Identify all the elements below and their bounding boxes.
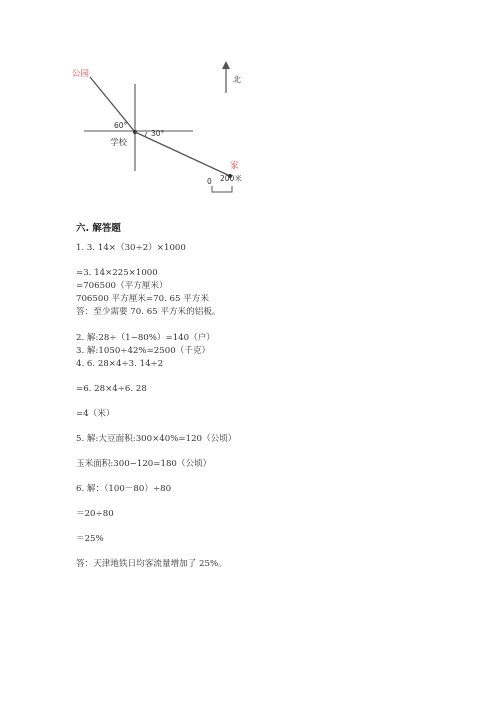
- park-label: 公园: [72, 69, 90, 79]
- park-school-line: [90, 77, 135, 132]
- school-label: 学校: [110, 138, 128, 148]
- angle-arc: [145, 132, 147, 137]
- scale-zero-label: 0: [207, 177, 212, 186]
- answer-2: 2. 解:28÷（1−80%）=140（户）: [76, 333, 215, 343]
- answer-6-line-1: 6. 解：（100－80）÷80: [76, 484, 172, 494]
- answer-3: 3. 解:1050÷42%=2500（千克）: [76, 346, 211, 356]
- north-label: 北: [233, 75, 241, 84]
- answer-4-line-1: 4. 6. 28×4÷3. 14÷2: [76, 359, 164, 369]
- answer-4-line-3: =4（米）: [76, 409, 115, 419]
- answer-6-line-4: 答：天津地铁日均客流量增加了 25%。: [76, 559, 227, 569]
- north-arrow-icon: [222, 61, 230, 93]
- answer-4-line-2: =6. 28×4÷6. 28: [76, 384, 147, 394]
- school-home-line: [135, 132, 230, 176]
- answer-1-line-4: 706500 平方厘米=70. 65 平方米: [76, 294, 209, 304]
- answer-1-line-5: 答：至少需要 70. 65 平方米的铝板。: [76, 307, 221, 317]
- angle-60-label: 60°: [114, 121, 128, 130]
- scale-bar: [212, 186, 232, 192]
- answer-1-line-2: =3. 14×225×1000: [76, 268, 158, 278]
- answer-5-line-2: 玉米面积:300−120=180（公顷）: [76, 459, 212, 469]
- answer-5-line-1: 5. 解:大豆面积:300×40%=120（公顷）: [76, 434, 237, 444]
- angle-30-label: 30°: [151, 129, 165, 138]
- scale-length-label: 200米: [220, 174, 242, 183]
- answer-6-line-2: ＝20÷80: [76, 509, 114, 519]
- home-label: 家: [230, 161, 239, 171]
- route-diagram: [60, 55, 260, 205]
- answer-6-line-3: ＝25%: [76, 534, 104, 544]
- answer-1-line-1: 1. 3. 14×（30÷2）×1000: [76, 243, 186, 253]
- answer-1-line-3: =706500（平方厘米）: [76, 281, 168, 291]
- section-title: 六. 解答题: [76, 223, 121, 234]
